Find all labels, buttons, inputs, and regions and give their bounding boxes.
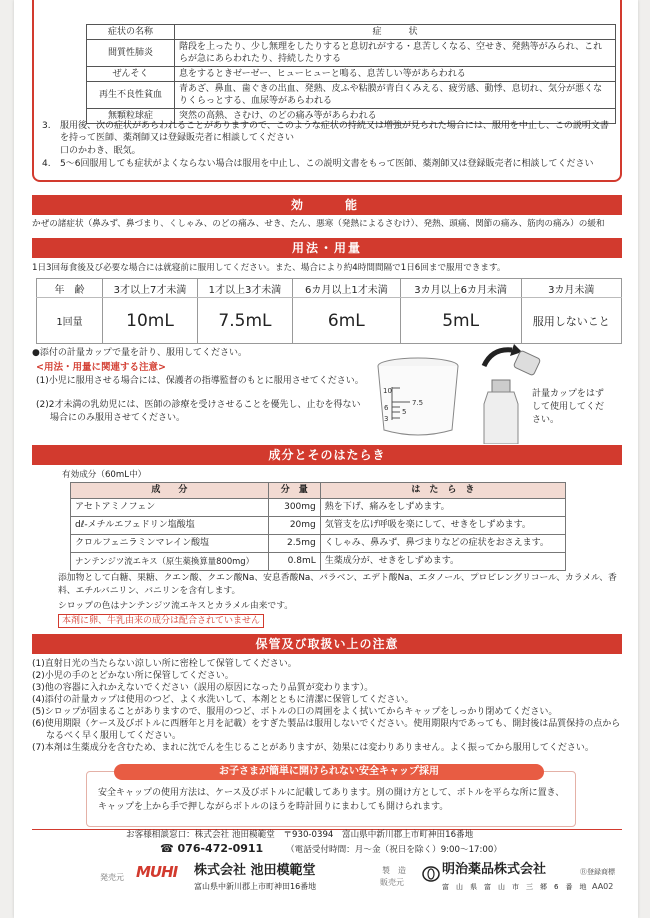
cup-mark-5: 5	[402, 408, 407, 416]
ingredient-header: は た ら き	[320, 483, 565, 499]
age-cell: 1才以上3才未満	[197, 279, 292, 298]
list-item: (5)シロップが固まることがありますので、服用のつど、ボトルの口の周囲をよく拭いてからキャップをしっかり閉めてください。	[32, 707, 558, 717]
note-item: 口のかわき、眠気。	[60, 146, 141, 156]
seller-label: 発売元	[100, 873, 124, 882]
ingredient-action: 気管支を広げ呼吸を楽にして、せきをしずめます。	[320, 517, 565, 535]
dose-cell: 5mL	[400, 298, 521, 344]
table-row	[71, 535, 566, 553]
table-row	[87, 82, 616, 109]
leaflet-page	[14, 0, 638, 918]
dose-cell: 7.5mL	[197, 298, 292, 344]
list-item: (4)添付の計量カップは使用のつど、よく水洗いして、本剤とともに清潔に保管してください。	[32, 695, 414, 705]
symptom-desc: 階段を上ったり、少し無理をしたりすると息切れがする・息苦しくなる、空せき、発熱等がみられ、これらが急にあらわれたり、持続したりする	[175, 40, 616, 67]
symptom-name: 間質性肺炎	[87, 40, 175, 67]
dosage-intro: 1日3回毎食後及び必要な場合には就寝前に服用してください。また、場合により約4時間間隔で1日6回まで服用できます。	[32, 263, 506, 273]
ingredient-action: くしゃみ、鼻みず、鼻づまりなどの症状をおさえます。	[320, 535, 565, 553]
symptom-name: 再生不良性貧血	[87, 82, 175, 109]
ingredient-name: クロルフェニラミンマレイン酸塩	[71, 535, 269, 553]
symptom-desc: 息をするときゼーゼー、ヒューヒューと鳴る、息苦しい等があらわれる	[175, 67, 616, 82]
ingredient-amount: 20mg	[268, 517, 320, 535]
cup-mark-7-5: 7.5	[412, 399, 424, 407]
storage-heading: 保管及び取扱い上の注意	[32, 634, 622, 654]
cap-instruction: 計量カップをはずして使用してください。	[532, 389, 605, 425]
symptom-desc: 突然の高熱、さむけ、のどの痛み等があらわれる	[175, 109, 616, 124]
seller-name: 株式会社 池田模範堂	[194, 863, 316, 878]
ingredient-amount: 0.8mL	[268, 553, 320, 571]
list-item: (6)使用期限（ケース及びボトルに西暦年と月を記載）をすぎた製品は服用しないでください。使用期限内であっても、開封後は品質保持の点からなるべく早く服用してください。	[32, 719, 621, 741]
ingredients-heading: 成分とそのはたらき	[32, 445, 622, 465]
dose-cell: 10mL	[103, 298, 198, 344]
meiji-logo-icon	[422, 866, 440, 882]
list-item: (2)小児の手のとどかない所に保管してください。	[32, 671, 234, 681]
ingredient-name: dℓ-メチルエフェドリン塩酸塩	[71, 517, 269, 535]
table-row	[87, 67, 616, 82]
cup-mark-10: 10	[383, 387, 392, 395]
storage-list	[32, 658, 624, 754]
dosage-caution-2: (2)2才未満の乳幼児には、医師の診療を受けさせることを優先し、止むを得ない場合にのみ服用させてください。	[36, 400, 361, 423]
ingredient-action: 熱を下げ、痛みをしずめます。	[320, 499, 565, 517]
muhi-logo: MUHI	[136, 863, 178, 881]
age-cell: 3カ月未満	[521, 279, 622, 298]
age-cell: 3才以上7才未満	[103, 279, 198, 298]
efficacy-text: かぜの諸症状（鼻みず、鼻づまり、くしゃみ、のどの痛み、せき、たん、悪寒（発熱によるさむけ）、発熱、頭痛、関節の痛み、筋肉の痛み）の緩和	[32, 219, 605, 229]
maker-name: 明治薬品株式会社	[442, 862, 547, 877]
symptom-table	[86, 24, 616, 124]
additives-text: 添加物として白糖、果糖、クエン酸、クエン酸Na、安息香酸Na、パラベン、エデト酸Na、エタノール、プロピレングリコール、カラメル、香料、エチルバニリン、バニリンを含有します。	[58, 573, 617, 596]
note-item: 3. 服用後、次の症状があらわれることがありますので、このような症状の持続又は増強が見られた場合には、服用を中止し、この説明文書を持って医師、薬剤師又は登録販売者に相談してください	[42, 121, 609, 143]
dose-label: 1回量	[37, 298, 103, 344]
ingredients-subtitle: 有効成分（60mL中）	[62, 470, 147, 480]
phone-hours: （電話受付時間：月～金（祝日を除く）9:00～17:00）	[286, 845, 502, 855]
allergy-note: 本剤に卵、牛乳由来の成分は配合されていません	[58, 614, 264, 628]
cup-mark-6: 6	[384, 404, 389, 412]
list-item: (7)本剤は生薬成分を含むため、まれに沈でんを生じることがありますが、効果には変わりありません。よく振ってから服用してください。	[32, 743, 594, 753]
table-row	[71, 499, 566, 517]
cup-mark-3: 3	[384, 415, 389, 423]
cup-note: ●添付の計量カップで量を計り、服用してください。	[32, 348, 248, 358]
efficacy-heading: 効 能	[32, 195, 622, 215]
list-item: (1)直射日光の当たらない涼しい所に密栓して保管してください。	[32, 659, 297, 669]
measuring-cup-icon	[370, 352, 470, 442]
safety-cap-title: お子さまが簡単に開けられない安全キャップ採用	[114, 764, 544, 780]
symptom-desc: 青あざ、鼻血、歯ぐきの出血、発熱、皮ふや粘膜が青白くみえる、疲労感、動悸、息切れ、気分が悪くなりくらっとする、血尿等があらわれる	[175, 82, 616, 109]
ingredient-name: アセトアミノフェン	[71, 499, 269, 517]
table-row	[71, 517, 566, 535]
side-effect-notes	[42, 120, 612, 171]
seller-address: 富山県中新川郡上市町神田16番地	[194, 882, 317, 891]
symptom-name: ぜんそく	[87, 67, 175, 82]
ingredient-action: 生薬成分が、せきをしずめます。	[320, 553, 565, 571]
ingredient-amount: 2.5mg	[268, 535, 320, 553]
maker-label-2: 販売元	[380, 878, 404, 887]
syrup-color-text: シロップの色はナンテンジツ流エキスとカラメル由来です。	[58, 601, 294, 611]
contact-text: お客様相談窓口：株式会社 池田模範堂 〒930-0394 富山県中新川郡上市町神田16番地	[126, 830, 474, 840]
ingredient-amount: 300mg	[268, 499, 320, 517]
dose-cell: 6mL	[292, 298, 400, 344]
age-label: 年 齢	[37, 279, 103, 298]
note-item: 4. 5～6回服用しても症状がよくならない場合は服用を中止し、この説明文書をもって医師、薬剤師又は登録販売者に相談してください	[42, 159, 594, 169]
age-cell: 6カ月以上1才未満	[292, 279, 400, 298]
safety-cap-text: 安全キャップの使用方法は、ケース及びボトルに記載してあります。別の開け方として、ボトルを平らな所に置き、キャップを上から手で押しながらボトルのほうを時計回りにまわしても開けられます。	[98, 788, 565, 812]
registered-mark: Ⓡ登録商標	[580, 868, 615, 876]
ingredient-header: 成 分	[71, 483, 269, 499]
ingredient-header: 分 量	[268, 483, 320, 499]
dosage-heading: 用法・用量	[32, 238, 622, 258]
symptom-name: 無顆粒球症	[87, 109, 175, 124]
table-row	[87, 40, 616, 67]
symptom-header-desc: 症 状	[175, 25, 616, 40]
phone-number: ☎ 076-472-0911	[160, 842, 264, 855]
age-cell: 3カ月以上6カ月未満	[400, 279, 521, 298]
ingredients-table	[70, 482, 566, 571]
maker-label-1: 製 造	[382, 866, 406, 875]
symptom-header-name: 症状の名称	[87, 25, 175, 40]
dosage-caution-1: (1)小児に服用させる場合には、保護者の指導監督のもとに服用させてください。	[36, 376, 364, 386]
dosage-table	[36, 278, 622, 344]
table-row	[71, 553, 566, 571]
dose-cell: 服用しないこと	[521, 298, 622, 344]
ingredient-name: ナンテンジツ流エキス（原生薬換算量800mg）	[71, 553, 269, 571]
leaflet-code: AA02	[592, 882, 614, 891]
dosage-caution-title: <用法・用量に関連する注意>	[36, 362, 166, 373]
list-item: (3)他の容器に入れかえないでください（誤用の原因になったり品質が変わります）。	[32, 683, 374, 693]
maker-address: 富 山 県 富 山 市 三 郷 6 番 地	[442, 883, 587, 891]
